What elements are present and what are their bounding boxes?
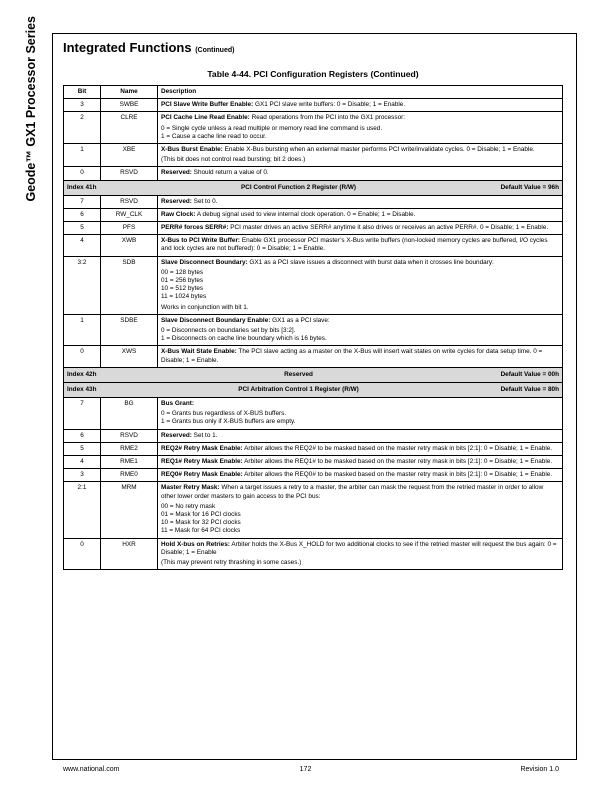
register-row [64, 143, 563, 166]
register-row [64, 456, 563, 469]
field-detail-line: 01 = 256 bytes [161, 277, 204, 284]
table-caption: Table 4-44. PCI Configuration Registers (Continued) [207, 69, 419, 79]
bit-cell: 6 [64, 208, 101, 221]
field-title: Bus Grant: [161, 400, 195, 408]
bit-cell: 7 [64, 195, 101, 208]
footer-url: www.national.com [63, 766, 120, 773]
register-group-40h [64, 99, 563, 180]
description-cell [158, 222, 563, 235]
register-row [64, 346, 563, 367]
name-cell: CLRE [101, 112, 158, 144]
name-cell: SDB [101, 256, 158, 314]
default-value: Default Value = 00h [500, 370, 559, 378]
name-cell: RME0 [101, 469, 158, 482]
register-row [64, 398, 563, 430]
revision: Revision 1.0 [520, 766, 559, 773]
name-cell: RSVD [101, 167, 158, 180]
register-row [64, 538, 563, 570]
field-text: Arbiter allows the REQ2# to be masked based on the master retry mask in bits [2:1]: 0 = Disable; 1 = Enable. [242, 444, 553, 452]
bit-cell: 4 [64, 235, 101, 256]
register-table [63, 85, 563, 570]
field-detail-line: 00 = No retry mask [161, 502, 216, 510]
description-cell [158, 538, 563, 570]
name-cell: RW_CLK [101, 208, 158, 221]
index-42h-header [64, 367, 563, 382]
name-cell: RME1 [101, 456, 158, 469]
field-detail-line: 0 = Single cycle unless a read multiple or memory read line command is used. [161, 124, 383, 132]
name-cell: XWS [101, 346, 158, 367]
register-row [64, 482, 563, 538]
field-title: Slave Disconnect Boundary: [161, 258, 248, 266]
default-value: Default Value = 80h [500, 385, 559, 393]
description-cell [158, 346, 563, 367]
description-cell [158, 442, 563, 455]
bit-cell: 5 [64, 222, 101, 235]
field-text: GX1 as a PCI slave issues a disconnect with burst data when it crosses line boundary: [247, 258, 494, 266]
description-cell [158, 143, 563, 166]
register-name: Reserved [284, 370, 313, 378]
default-value: Default Value = 96h [500, 183, 559, 191]
name-cell: HXR [101, 538, 158, 570]
bit-cell: 3 [64, 469, 101, 482]
register-name: PCI Control Function 2 Register (R/W) [241, 183, 357, 191]
field-title: Raw Clock: [161, 210, 196, 218]
field-detail-line: 11 = Mask for 64 PCI clocks [161, 527, 241, 535]
field-text: Set to 0. [191, 197, 218, 205]
description-cell [158, 398, 563, 430]
description-cell [158, 469, 563, 482]
bit-cell: 2:1 [64, 482, 101, 538]
field-detail-line: 10 = Mask for 32 PCI clocks [161, 519, 241, 527]
field-text: The PCI slave acting as a master on the X-Bus will insert wait states on write cycles for data setup time. 0 = Disable; 1 = Enable. [161, 348, 543, 364]
name-cell: XBE [101, 143, 158, 166]
column-bit: Bit [64, 86, 101, 99]
field-detail-line: (This may prevent retry thrashing in some cases.) [161, 558, 302, 566]
field-detail-line: (This bit does not control read bursting; bit 2 does.) [161, 156, 306, 164]
field-text: GX1 as a PCI slave: [270, 316, 330, 324]
name-cell: RME2 [101, 442, 158, 455]
field-title: X-Bus Burst Enable: [161, 145, 223, 153]
field-detail-line: 1 = Cause a cache line read to occur. [161, 132, 267, 140]
field-detail-line: 10 = 512 bytes [161, 285, 204, 293]
bit-cell: 4 [64, 456, 101, 469]
name-cell: RSVD [101, 429, 158, 442]
register-name: PCI Arbitration Control 1 Register (R/W) [238, 385, 359, 393]
name-cell: MRM [101, 482, 158, 538]
field-detail-line: 11 = 1024 bytes [161, 293, 207, 301]
field-detail-line: 0 = Grants bus regardless of X-BUS buffers. [161, 410, 287, 418]
register-row [64, 222, 563, 235]
register-row [64, 112, 563, 144]
field-text: Arbiter allows the REQ0# to be masked based on the master retry mask in bits [2:1]: 0 = Disable; 1 = Enable. [242, 471, 553, 479]
field-text: GX1 PCI slave write buffers: 0 = Disable; 1 = Enable. [253, 101, 406, 109]
register-row [64, 195, 563, 208]
description-cell [158, 167, 563, 180]
description-cell [158, 195, 563, 208]
page-number: 172 [299, 766, 312, 773]
index-label: Index 43h [67, 385, 97, 393]
name-cell: XWB [101, 235, 158, 256]
bit-cell: 2 [64, 112, 101, 144]
name-cell: SDBE [101, 314, 158, 346]
register-row [64, 314, 563, 346]
register-group-41h [64, 195, 563, 367]
field-title: Reserved: [161, 197, 192, 205]
register-row [64, 442, 563, 455]
bit-cell: 1 [64, 314, 101, 346]
bit-cell: 1 [64, 143, 101, 166]
section-heading [63, 40, 234, 55]
field-detail-line: 1 = Grants bus only if X-BUS buffers are empty. [161, 418, 296, 426]
description-cell [158, 235, 563, 256]
field-title: PCI Slave Write Buffer Enable: [161, 101, 254, 109]
field-title: PCI Cache Line Read Enable: [161, 114, 250, 122]
field-title: Reserved: [161, 169, 192, 177]
bit-cell: 5 [64, 442, 101, 455]
field-text: Enable X-Bus bursting when an external master performs PCI write/invalidate cycles. 0 = Disable; 1 = Enable. [222, 145, 535, 153]
field-text: Enable GX1 processor PCI master’s X-Bus write buffers (non-locked memory cycles are buffered, I/O cycles and lock cycles are not buffered): 0 = Disable; 1 = Enable. [161, 237, 548, 253]
description-cell [158, 99, 563, 112]
field-title: X-Bus to PCI Write Buffer: [161, 237, 241, 245]
field-detail-line: 01 = Mask for 16 PCI clocks [161, 510, 241, 518]
description-cell [158, 429, 563, 442]
description-cell [158, 456, 563, 469]
index-41h-header [64, 180, 563, 195]
field-title: REQ1# Retry Mask Enable: [161, 458, 243, 465]
bit-cell: 0 [64, 346, 101, 367]
section-title: Integrated Functions [63, 40, 192, 55]
field-text: PCI master drives an active SERR# anytime it also drives or receives an active PERR#. 0 = Disable; 1 = Enable. [228, 224, 549, 232]
field-text: Should return a value of 0. [191, 169, 269, 177]
column-name: Name [101, 86, 158, 99]
register-group-43h [64, 398, 563, 570]
register-row [64, 429, 563, 442]
field-text: When a target issues a retry to a master, the arbiter can mask the request from the retried master in order to allow other lower order masters to gain access to the PCI bus: [161, 484, 544, 500]
field-text: Arbiter allows the REQ1# to be masked based on the master retry mask in bits [2:1]: 0 = Disable; 1 = Enable. [242, 458, 553, 465]
register-row [64, 208, 563, 221]
description-cell [158, 112, 563, 144]
description-cell [158, 256, 563, 314]
field-title: Reserved: [161, 431, 192, 439]
description-cell [158, 208, 563, 221]
register-row [64, 256, 563, 314]
field-detail-line: 0 = Disconnects on boundaries set by bits [3:2]. [161, 326, 296, 334]
field-text: Set to 1. [191, 431, 218, 439]
name-cell: PFS [101, 222, 158, 235]
name-cell: SWBE [101, 99, 158, 112]
bit-cell: 7 [64, 398, 101, 430]
field-title: REQ2# Retry Mask Enable: [161, 444, 243, 452]
index-43h-header [64, 382, 563, 397]
field-title: X-Bus Wait State Enable: [161, 348, 237, 356]
bit-cell: 6 [64, 429, 101, 442]
section-subtitle: (Continued) [195, 47, 235, 54]
index-label: Index 41h [67, 183, 97, 191]
bit-cell: 3 [64, 99, 101, 112]
field-title: Hold X-bus on Retries: [161, 540, 230, 548]
field-detail-line: Works in conjunction with bit 1. [161, 303, 249, 311]
name-cell: RSVD [101, 195, 158, 208]
field-text: Arbiter holds the X-Bus X_HOLD for two additional clocks to see if the retried master will request the bus again: 0 = Disable; 1 = Enable [161, 540, 557, 556]
description-cell [158, 482, 563, 538]
field-title: Slave Disconnect Boundary Enable: [161, 316, 271, 324]
field-text: Read operations from the PCI into the GX1 processor: [249, 114, 406, 122]
field-title: Master Retry Mask: [161, 484, 220, 492]
index-label: Index 42h [67, 370, 97, 378]
register-row [64, 469, 563, 482]
register-row [64, 235, 563, 256]
name-cell: BG [101, 398, 158, 430]
register-row [64, 99, 563, 112]
field-detail-line: 1 = Disconnects on cache line boundary which is 16 bytes. [161, 335, 327, 343]
series-title: Geode™ GX1 Processor Series [24, 16, 38, 202]
field-text: A debug signal used to view internal clock operation. 0 = Enable; 1 = Disable. [195, 210, 416, 218]
description-cell [158, 314, 563, 346]
table-header-row [64, 86, 563, 99]
field-detail-line: 00 = 128 bytes [161, 268, 204, 276]
bit-cell: 0 [64, 167, 101, 180]
bit-cell: 3:2 [64, 256, 101, 314]
field-title: PERR# forces SERR#: [161, 224, 229, 232]
bit-cell: 0 [64, 538, 101, 570]
field-title: REQ0# Retry Mask Enable: [161, 471, 243, 479]
column-description: Description [158, 86, 563, 99]
register-row [64, 167, 563, 180]
series-sidebar [20, 16, 46, 236]
